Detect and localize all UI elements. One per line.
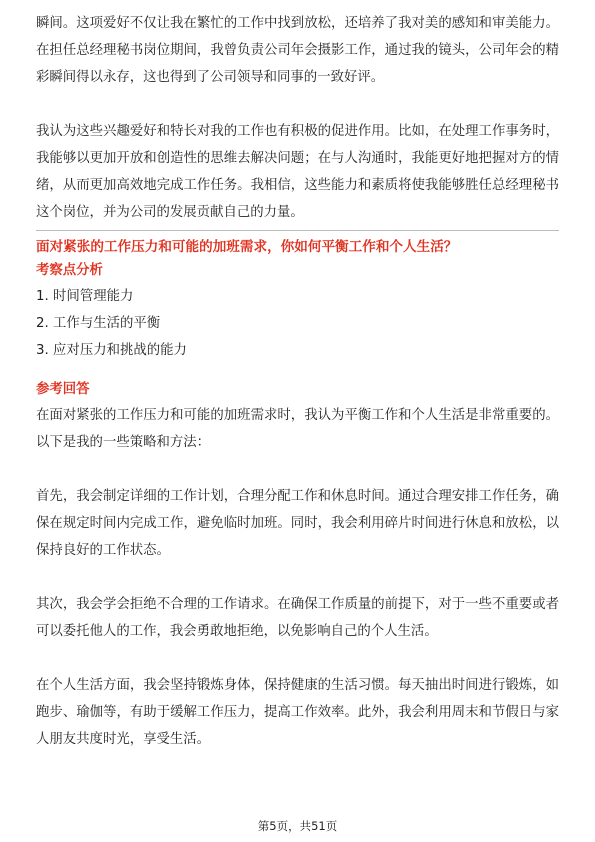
intro-paragraph-2: 我认为这些兴趣爱好和特长对我的工作也有积极的促进作用。比如，在处理工作事务时，我能够以更加开放和创造性的思维去解决问题；在与人沟通时，我能更好地把握对方的情绪，从而更加高效地完成工作任务。我相信，这些能力和素质将使我能够胜任总经理秘书这个岗位，并为公司的发展贡献自己的力量。 xyxy=(36,124,559,220)
section-gap xyxy=(36,364,559,378)
paragraph-gap xyxy=(36,91,559,118)
analysis-title: 考察点分析 xyxy=(36,263,103,278)
section-divider xyxy=(36,230,559,231)
answer-paragraph-3: 其次，我会学会拒绝不合理的工作请求。在确保工作质量的前提下，对于一些不重要或者可以委托他人的工作，我会勇敢地拒绝，以免影响自己的个人生活。 xyxy=(36,597,559,639)
intro-paragraph-1: 瞬间。这项爱好不仅让我在繁忙的工作中找到放松，还培养了我对美的感知和审美能力。在担任总经理秘书岗位期间，我曾负责公司年会摄影工作，通过我的镜头，公司年会的精彩瞬间得以永存，这也得到了公司领导和同事的一致好评。 xyxy=(36,16,559,85)
analysis-point-1: 1. 时间管理能力 xyxy=(36,289,134,304)
paragraph-gap xyxy=(36,564,559,591)
answer-paragraph-4: 在个人生活方面，我会坚持锻炼身体，保持健康的生活习惯。每天抽出时间进行锻炼，如跑步、瑜伽等，有助于缓解工作压力，提高工作效率。此外，我会利用周末和节假日与家人朋友共度时光，享受生活。 xyxy=(36,678,559,747)
answer-paragraph-1: 在面对紧张的工作压力和可能的加班需求时，我认为平衡工作和个人生活是非常重要的。以下是我的一些策略和方法： xyxy=(36,408,559,450)
analysis-point-2: 2. 工作与生活的平衡 xyxy=(36,316,161,331)
page-number-footer: 第5页，共51页 xyxy=(257,819,338,833)
question-heading: 面对紧张的工作压力和可能的加班需求，你如何平衡工作和个人生活？ xyxy=(36,239,458,255)
analysis-point-3: 3. 应对压力和挑战的能力 xyxy=(36,343,187,358)
document-page xyxy=(36,10,559,753)
paragraph-gap xyxy=(36,645,559,672)
answer-paragraph-2: 首先，我会制定详细的工作计划，合理分配工作和休息时间。通过合理安排工作任务，确保在规定时间内完成工作，避免临时加班。同时，我会利用碎片时间进行休息和放松，以保持良好的工作状态。 xyxy=(36,489,559,558)
paragraph-gap xyxy=(36,456,559,483)
answer-title: 参考回答 xyxy=(36,382,90,397)
